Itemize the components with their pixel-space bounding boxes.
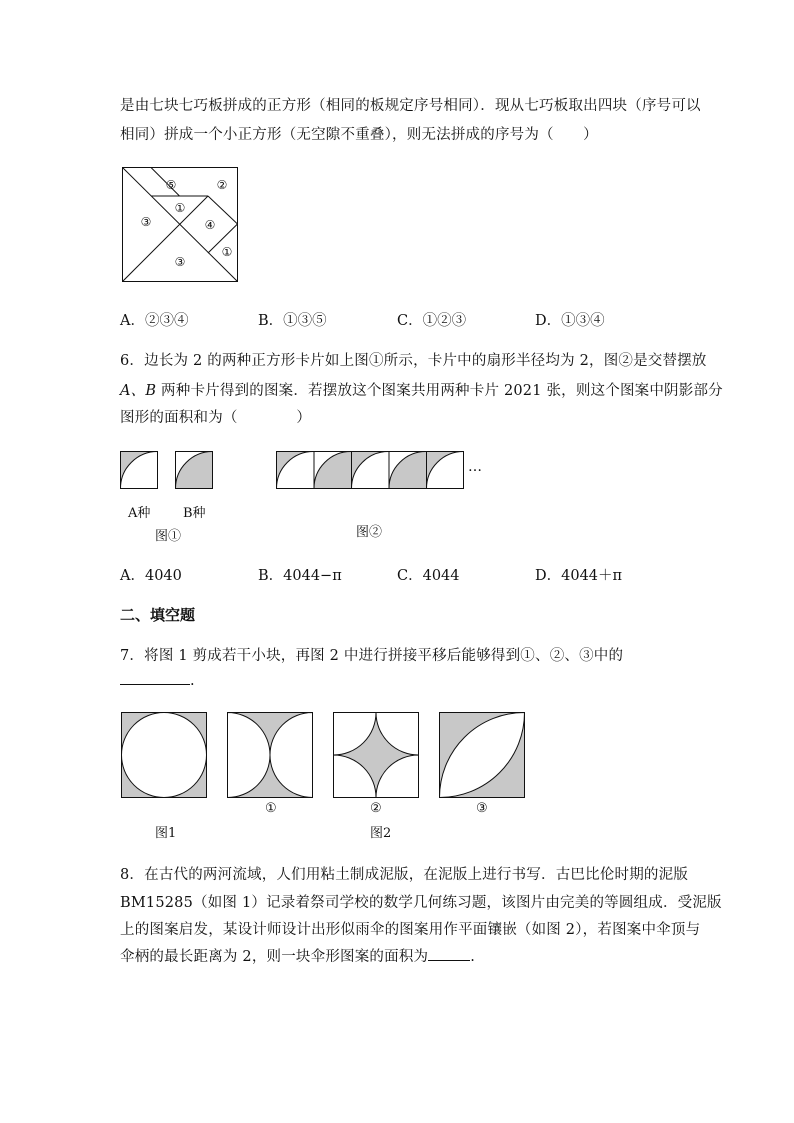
q5-option-b: B．①③⑤ <box>258 313 327 329</box>
tangram-label-5: ⑤ <box>165 178 177 192</box>
q7-line-2 <box>120 672 195 689</box>
tangram-label-2: ② <box>216 178 228 192</box>
card-b <box>175 451 213 489</box>
q7-fig1-caption: 图1 <box>155 826 177 841</box>
pattern-card-4 <box>389 452 426 489</box>
q6-option-c: C．4044 <box>397 568 460 584</box>
card-a-label: A种 <box>128 506 151 521</box>
q7-candidate-2 <box>333 712 420 799</box>
pattern-ellipsis: … <box>468 459 482 475</box>
q8-line-4 <box>120 945 475 966</box>
q6-option-d: D．4044＋π <box>535 568 623 584</box>
q5-option-c: C．①②③ <box>397 313 467 329</box>
q6-line-3: 图形的面积和为（ ） <box>120 410 312 426</box>
q5-line-1: 是由七块七巧板拼成的正方形（相同的板规定序号相同）．现从七巧板取出四块（序号可以 <box>120 98 701 114</box>
q7-label-2: ② <box>370 801 382 816</box>
q6-option-a: A．4040 <box>120 568 182 584</box>
tangram-label-4: ④ <box>204 218 216 232</box>
q5-option-d: D．①③④ <box>535 313 605 329</box>
q7-label-3: ③ <box>476 801 488 816</box>
q8-line-4-start: 伞柄的最长距离为 2，则一块伞形图案的面积为 <box>120 949 429 965</box>
q8-line-3: 上的图案启发，某设计师设计出形似雨伞的图案用作平面镶嵌（如图 2），若图案中伞顶与 <box>120 922 701 938</box>
tangram-label-3a: ③ <box>140 215 152 229</box>
q7-fig2-caption: 图2 <box>370 826 392 841</box>
q7-answer-blank <box>120 672 190 685</box>
q6-line-1: 6．边长为 2 的两种正方形卡片如上图①所示，卡片中的扇形半径均为 2，图②是交替摆放 <box>120 353 707 369</box>
pattern-card-2 <box>314 452 351 489</box>
card-a <box>120 451 158 489</box>
q6-var-ab: A、B <box>120 383 157 399</box>
tangram-label-3b: ③ <box>174 255 186 269</box>
q6-fig2-caption: 图② <box>356 525 383 540</box>
card-pattern-row <box>276 451 466 489</box>
q7-candidate-3 <box>439 712 526 799</box>
tangram-label-1a: ① <box>174 201 186 215</box>
q7-figure-1 <box>121 712 208 799</box>
tangram-figure <box>122 167 240 284</box>
q5-option-a: A．②③④ <box>120 313 189 329</box>
q6-option-b: B．4044−π <box>258 568 342 584</box>
tangram-label-1b: ① <box>221 245 233 259</box>
pattern-card-1 <box>277 452 314 489</box>
q5-line-2: 相同）拼成一个小正方形（无空隙不重叠），则无法拼成的序号为（ ） <box>120 127 598 143</box>
q6-line-2-rest: 两种卡片得到的图案．若摆放这个图案共用两种卡片 2021 张，则这个图案中阴影部分 <box>156 383 723 399</box>
q8-line-2: BM15285（如图 1）记录着祭司学校的数学几何练习题，该图片由完美的等圆组成．受泥版 <box>120 895 722 911</box>
q6-fig1-caption: 图① <box>155 529 182 544</box>
q8-answer-blank <box>428 948 470 961</box>
q7-candidate-1 <box>227 712 314 799</box>
q7-line-2-end: . <box>190 673 195 689</box>
q6-line-2 <box>120 379 723 400</box>
q7-label-1: ① <box>265 801 277 816</box>
pattern-card-5 <box>427 452 464 489</box>
card-b-label: B种 <box>183 506 206 521</box>
q8-line-1: 8．在古代的两河流域，人们用粘土制成泥版，在泥版上进行书写．古巴比伦时期的泥版 <box>120 867 689 883</box>
section-fill-in-title: 二、填空题 <box>120 606 196 624</box>
pattern-card-3 <box>352 452 389 489</box>
q7-line-1: 7．将图 1 剪成若干小块，再图 2 中进行拼接平移后能够得到①、②、③中的 <box>120 648 624 664</box>
q8-line-4-end: . <box>470 949 476 965</box>
